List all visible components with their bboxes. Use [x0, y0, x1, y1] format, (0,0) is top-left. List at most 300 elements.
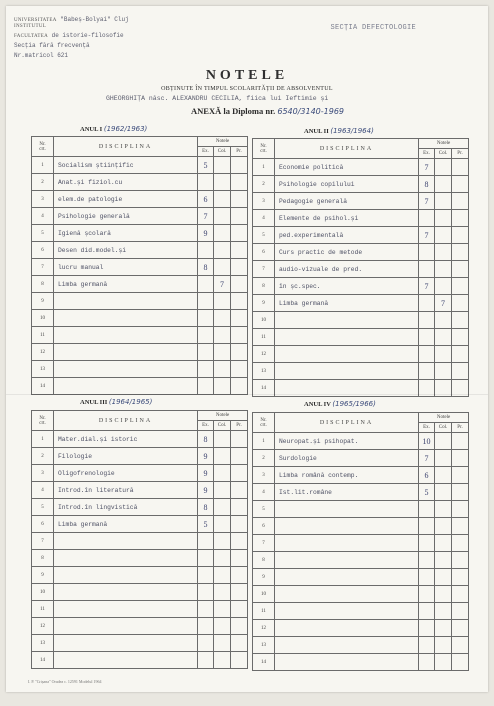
subject-cell: Ist.lit.române: [275, 484, 419, 501]
ex-header: Ex.: [198, 421, 214, 431]
exam-grade-cell: [419, 501, 435, 518]
grades-body: [32, 157, 248, 395]
colloquium-grade-cell: [435, 210, 452, 227]
row-number: 8: [32, 276, 54, 293]
subject-cell: [54, 293, 198, 310]
row-number: 7: [32, 259, 54, 276]
table-row: [32, 208, 248, 225]
row-number: 11: [253, 603, 275, 620]
colloquium-grade-cell: 7: [435, 295, 452, 312]
practical-grade-cell: [452, 535, 469, 552]
subject-cell: în șc.spec.: [275, 278, 419, 295]
row-number: 10: [32, 584, 54, 601]
subject-cell: [275, 637, 419, 654]
practical-grade-cell: [231, 225, 248, 242]
table-row: [32, 465, 248, 482]
grades-body: [253, 433, 469, 671]
table-row: [253, 501, 469, 518]
exam-grade-cell: [419, 363, 435, 380]
practical-grade-cell: [231, 378, 248, 395]
nr-header: Nr. crt.: [253, 413, 275, 433]
practical-grade-cell: [452, 244, 469, 261]
row-number: 13: [32, 635, 54, 652]
colloquium-grade-cell: [435, 312, 452, 329]
nr-header: Nr. crt.: [253, 139, 275, 159]
table-row: [32, 276, 248, 293]
colloquium-grade-cell: [214, 208, 231, 225]
practical-grade-cell: [231, 242, 248, 259]
exam-grade-cell: [198, 618, 214, 635]
practical-grade-cell: [231, 567, 248, 584]
row-number: 14: [253, 380, 275, 397]
subject-cell: Economie politică: [275, 159, 419, 176]
practical-grade-cell: [452, 210, 469, 227]
year-4-label: ANUL IV (1965/1966): [304, 400, 376, 408]
table-row: [32, 567, 248, 584]
colloquium-grade-cell: [435, 484, 452, 501]
table-row: [32, 516, 248, 533]
subject-cell: Pedagogie generală: [275, 193, 419, 210]
subject-cell: audio-vizuale de pred.: [275, 261, 419, 278]
table-row: [32, 499, 248, 516]
row-number: 5: [253, 501, 275, 518]
colloquium-grade-cell: [435, 261, 452, 278]
exam-grade-cell: [198, 652, 214, 669]
col-header: Col.: [435, 149, 452, 159]
notes-header: Notele: [198, 137, 248, 147]
row-number: 14: [32, 652, 54, 669]
table-row: [253, 620, 469, 637]
row-number: 12: [253, 620, 275, 637]
exam-grade-cell: 6: [198, 191, 214, 208]
table-row: [253, 535, 469, 552]
exam-grade-cell: 9: [198, 465, 214, 482]
practical-grade-cell: [452, 603, 469, 620]
row-number: 13: [253, 637, 275, 654]
table-row: [32, 327, 248, 344]
subject-cell: Limba germană: [54, 516, 198, 533]
practical-grade-cell: [231, 191, 248, 208]
subject-cell: Igienă școlară: [54, 225, 198, 242]
row-number: 10: [253, 312, 275, 329]
university-line: UNIVERSITATEA "Babeș-Bolyai" Cluj: [14, 16, 129, 23]
exam-grade-cell: 9: [198, 482, 214, 499]
ex-header: Ex.: [419, 423, 435, 433]
subject-cell: Limba germană: [275, 295, 419, 312]
colloquium-grade-cell: [435, 535, 452, 552]
exam-grade-cell: [198, 174, 214, 191]
table-row: [32, 191, 248, 208]
table-row: [32, 618, 248, 635]
section-stamp: SECȚIA DEFECTOLOGIE: [330, 24, 416, 32]
colloquium-grade-cell: [214, 157, 231, 174]
row-number: 14: [32, 378, 54, 395]
exam-grade-cell: [198, 635, 214, 652]
row-number: 12: [253, 346, 275, 363]
exam-grade-cell: [198, 361, 214, 378]
table-row: [32, 652, 248, 669]
exam-grade-cell: [419, 244, 435, 261]
colloquium-grade-cell: [435, 244, 452, 261]
exam-grade-cell: [419, 261, 435, 278]
practical-grade-cell: [231, 259, 248, 276]
row-number: 4: [253, 484, 275, 501]
colloquium-grade-cell: [214, 482, 231, 499]
subject-cell: Introd.în literatură: [54, 482, 198, 499]
subject-cell: Psihologie copilului: [275, 176, 419, 193]
nr-header: Nr. crt.: [32, 411, 54, 431]
colloquium-grade-cell: [435, 346, 452, 363]
row-number: 4: [253, 210, 275, 227]
practical-grade-cell: [231, 344, 248, 361]
exam-grade-cell: [198, 242, 214, 259]
exam-grade-cell: [419, 312, 435, 329]
discipline-header: DISCIPLINA: [275, 413, 419, 433]
subject-cell: [275, 329, 419, 346]
subject-cell: Elemente de psihol.și: [275, 210, 419, 227]
colloquium-grade-cell: [214, 293, 231, 310]
grades-table-year-4: [252, 412, 469, 671]
practical-grade-cell: [231, 431, 248, 448]
pr-header: Pr.: [452, 149, 469, 159]
exam-grade-cell: [419, 535, 435, 552]
colloquium-grade-cell: [214, 584, 231, 601]
colloquium-grade-cell: [435, 450, 452, 467]
subject-cell: Socialism științific: [54, 157, 198, 174]
exam-grade-cell: 8: [198, 431, 214, 448]
subject-cell: Limba germană: [54, 276, 198, 293]
colloquium-grade-cell: [435, 586, 452, 603]
subject-cell: [275, 363, 419, 380]
row-number: 7: [253, 261, 275, 278]
subject-cell: [275, 586, 419, 603]
subject-cell: Surdologie: [275, 450, 419, 467]
table-row: [32, 174, 248, 191]
subject-cell: [54, 361, 198, 378]
subject-cell: [54, 584, 198, 601]
row-number: 6: [253, 244, 275, 261]
colloquium-grade-cell: [435, 620, 452, 637]
practical-grade-cell: [452, 433, 469, 450]
col-header: Col.: [214, 421, 231, 431]
practical-grade-cell: [231, 635, 248, 652]
table-row: [253, 159, 469, 176]
table-row: [32, 584, 248, 601]
colloquium-grade-cell: [214, 310, 231, 327]
practical-grade-cell: [231, 208, 248, 225]
colloquium-grade-cell: [435, 518, 452, 535]
row-number: 2: [32, 448, 54, 465]
practical-grade-cell: [231, 310, 248, 327]
colloquium-grade-cell: [435, 159, 452, 176]
table-row: [32, 378, 248, 395]
subject-cell: [275, 552, 419, 569]
row-number: 1: [32, 157, 54, 174]
table-row: [253, 278, 469, 295]
table-row: [253, 433, 469, 450]
table-row: [253, 552, 469, 569]
practical-grade-cell: [231, 361, 248, 378]
colloquium-grade-cell: [214, 618, 231, 635]
row-number: 2: [253, 450, 275, 467]
table-row: [253, 176, 469, 193]
colloquium-grade-cell: [435, 637, 452, 654]
practical-grade-cell: [231, 499, 248, 516]
exam-grade-cell: [419, 620, 435, 637]
institute-label: INSTITUTUL: [14, 24, 47, 29]
colloquium-grade-cell: [214, 191, 231, 208]
table-row: [32, 225, 248, 242]
exam-grade-cell: [198, 327, 214, 344]
table-row: [253, 654, 469, 671]
colloquium-grade-cell: [214, 465, 231, 482]
paper-fold: [6, 394, 488, 395]
table-row: [253, 518, 469, 535]
discipline-header: DISCIPLINA: [54, 137, 198, 157]
subject-cell: [275, 603, 419, 620]
row-number: 9: [253, 295, 275, 312]
subject-cell: Oligofrenologie: [54, 465, 198, 482]
subject-cell: [54, 652, 198, 669]
document-title: NOTELE: [205, 68, 289, 83]
grades-table-year-1: [31, 136, 248, 395]
col-header: Col.: [435, 423, 452, 433]
row-number: 2: [253, 176, 275, 193]
exam-grade-cell: [419, 295, 435, 312]
exam-grade-cell: [419, 552, 435, 569]
practical-grade-cell: [452, 363, 469, 380]
annex-line: ANEXĂ la Diploma nr. 6540/3140-1969: [191, 106, 345, 116]
subject-cell: Neuropat.și psihopat.: [275, 433, 419, 450]
practical-grade-cell: [231, 516, 248, 533]
table-row: [32, 431, 248, 448]
exam-grade-cell: 7: [419, 450, 435, 467]
exam-grade-cell: 8: [419, 176, 435, 193]
colloquium-grade-cell: [214, 327, 231, 344]
row-number: 3: [253, 193, 275, 210]
practical-grade-cell: [452, 329, 469, 346]
row-number: 13: [253, 363, 275, 380]
table-row: [253, 244, 469, 261]
colloquium-grade-cell: [214, 431, 231, 448]
subject-cell: Anat.și fiziol.cu: [54, 174, 198, 191]
exam-grade-cell: [198, 378, 214, 395]
exam-grade-cell: 5: [198, 157, 214, 174]
student-line: GHEORGHIȚA născ. ALEXANDRU CECILIA, fiica lui Ieftimie și: [106, 95, 329, 102]
table-row: [32, 601, 248, 618]
row-number: 6: [32, 242, 54, 259]
subject-cell: Limba română contemp.: [275, 467, 419, 484]
exam-grade-cell: 9: [198, 225, 214, 242]
exam-grade-cell: 10: [419, 433, 435, 450]
colloquium-grade-cell: [214, 550, 231, 567]
subject-cell: [54, 550, 198, 567]
row-number: 12: [32, 618, 54, 635]
colloquium-grade-cell: [214, 516, 231, 533]
row-number: 1: [253, 159, 275, 176]
row-number: 4: [32, 208, 54, 225]
exam-grade-cell: [419, 518, 435, 535]
row-number: 10: [253, 586, 275, 603]
practical-grade-cell: [452, 586, 469, 603]
table-row: [253, 569, 469, 586]
subject-cell: [54, 618, 198, 635]
table-row: [32, 242, 248, 259]
row-number: 13: [32, 361, 54, 378]
exam-grade-cell: [198, 550, 214, 567]
table-row: [253, 586, 469, 603]
exam-grade-cell: 7: [419, 159, 435, 176]
subject-cell: [54, 378, 198, 395]
exam-grade-cell: [419, 586, 435, 603]
table-row: [32, 533, 248, 550]
row-number: 3: [32, 465, 54, 482]
notes-header: Notele: [419, 413, 469, 423]
exam-grade-cell: 8: [198, 259, 214, 276]
colloquium-grade-cell: [435, 552, 452, 569]
pr-header: Pr.: [231, 147, 248, 157]
row-number: 12: [32, 344, 54, 361]
table-row: [32, 344, 248, 361]
practical-grade-cell: [231, 652, 248, 669]
practical-grade-cell: [231, 584, 248, 601]
practical-grade-cell: [452, 278, 469, 295]
table-row: [32, 361, 248, 378]
diploma-number: 6540/3140-1969: [277, 107, 345, 116]
table-row: [253, 603, 469, 620]
exam-grade-cell: [198, 567, 214, 584]
exam-grade-cell: [419, 329, 435, 346]
practical-grade-cell: [452, 518, 469, 535]
colloquium-grade-cell: [435, 501, 452, 518]
notes-header: Notele: [198, 411, 248, 421]
colloquium-grade-cell: [214, 635, 231, 652]
colloquium-grade-cell: [214, 533, 231, 550]
practical-grade-cell: [231, 465, 248, 482]
subject-cell: ped.experimentală: [275, 227, 419, 244]
row-number: 11: [32, 601, 54, 618]
exam-grade-cell: 7: [419, 227, 435, 244]
table-row: [32, 448, 248, 465]
exam-grade-cell: [198, 344, 214, 361]
subject-cell: Introd.în lingvistică: [54, 499, 198, 516]
subject-cell: Psihologie generală: [54, 208, 198, 225]
row-number: 6: [32, 516, 54, 533]
row-number: 9: [32, 293, 54, 310]
colloquium-grade-cell: [435, 467, 452, 484]
table-row: [32, 157, 248, 174]
row-number: 8: [32, 550, 54, 567]
subject-cell: [275, 518, 419, 535]
table-row: [32, 635, 248, 652]
table-row: [253, 363, 469, 380]
practical-grade-cell: [231, 482, 248, 499]
practical-grade-cell: [231, 618, 248, 635]
row-number: 9: [32, 567, 54, 584]
table-row: [253, 312, 469, 329]
row-number: 9: [253, 569, 275, 586]
row-number: 6: [253, 518, 275, 535]
practical-grade-cell: [452, 654, 469, 671]
colloquium-grade-cell: [214, 499, 231, 516]
colloquium-grade-cell: [214, 344, 231, 361]
colloquium-grade-cell: 7: [214, 276, 231, 293]
grades-table-year-3: [31, 410, 248, 669]
exam-grade-cell: [198, 533, 214, 550]
grades-body: [253, 159, 469, 397]
practical-grade-cell: [231, 327, 248, 344]
subject-cell: [275, 620, 419, 637]
practical-grade-cell: [452, 569, 469, 586]
exam-grade-cell: [198, 584, 214, 601]
subject-cell: [275, 346, 419, 363]
exam-grade-cell: 7: [419, 278, 435, 295]
ex-header: Ex.: [419, 149, 435, 159]
row-number: 10: [32, 310, 54, 327]
colloquium-grade-cell: [214, 259, 231, 276]
table-row: [253, 346, 469, 363]
subject-cell: Curs practic de metode: [275, 244, 419, 261]
pr-header: Pr.: [231, 421, 248, 431]
exam-grade-cell: [419, 346, 435, 363]
row-number: 5: [253, 227, 275, 244]
practical-grade-cell: [231, 276, 248, 293]
subject-cell: [54, 567, 198, 584]
table-row: [253, 210, 469, 227]
row-number: 2: [32, 174, 54, 191]
row-number: 8: [253, 552, 275, 569]
colloquium-grade-cell: [435, 569, 452, 586]
document-subtitle: OBȚINUTE ÎN TIMPUL SCOLARITĂȚII DE ABSOLVENTUL: [161, 86, 333, 92]
exam-grade-cell: 9: [198, 448, 214, 465]
colloquium-grade-cell: [214, 174, 231, 191]
section-line: Secția fără frecvență: [14, 42, 90, 49]
colloquium-grade-cell: [435, 278, 452, 295]
year-2-label: ANUL II (1963/1964): [304, 127, 374, 135]
exam-grade-cell: 7: [198, 208, 214, 225]
exam-grade-cell: 5: [419, 484, 435, 501]
subject-cell: Desen did.model.și: [54, 242, 198, 259]
row-number: 7: [253, 535, 275, 552]
row-number: 11: [32, 327, 54, 344]
table-row: [32, 550, 248, 567]
discipline-header: DISCIPLINA: [54, 411, 198, 431]
table-row: [253, 329, 469, 346]
year-1-label: ANUL I (1962/1963): [80, 125, 148, 133]
colloquium-grade-cell: [435, 193, 452, 210]
practical-grade-cell: [231, 601, 248, 618]
exam-grade-cell: 6: [419, 467, 435, 484]
row-number: 3: [253, 467, 275, 484]
exam-grade-cell: 8: [198, 499, 214, 516]
practical-grade-cell: [452, 501, 469, 518]
row-number: 3: [32, 191, 54, 208]
practical-grade-cell: [231, 550, 248, 567]
practical-grade-cell: [452, 261, 469, 278]
practical-grade-cell: [231, 157, 248, 174]
colloquium-grade-cell: [214, 448, 231, 465]
table-row: [253, 450, 469, 467]
colloquium-grade-cell: [435, 654, 452, 671]
practical-grade-cell: [452, 193, 469, 210]
row-number: 11: [253, 329, 275, 346]
table-row: [253, 295, 469, 312]
practical-grade-cell: [452, 467, 469, 484]
subject-cell: [275, 501, 419, 518]
practical-grade-cell: [231, 533, 248, 550]
table-row: [32, 259, 248, 276]
nr-header: Nr. crt.: [32, 137, 54, 157]
